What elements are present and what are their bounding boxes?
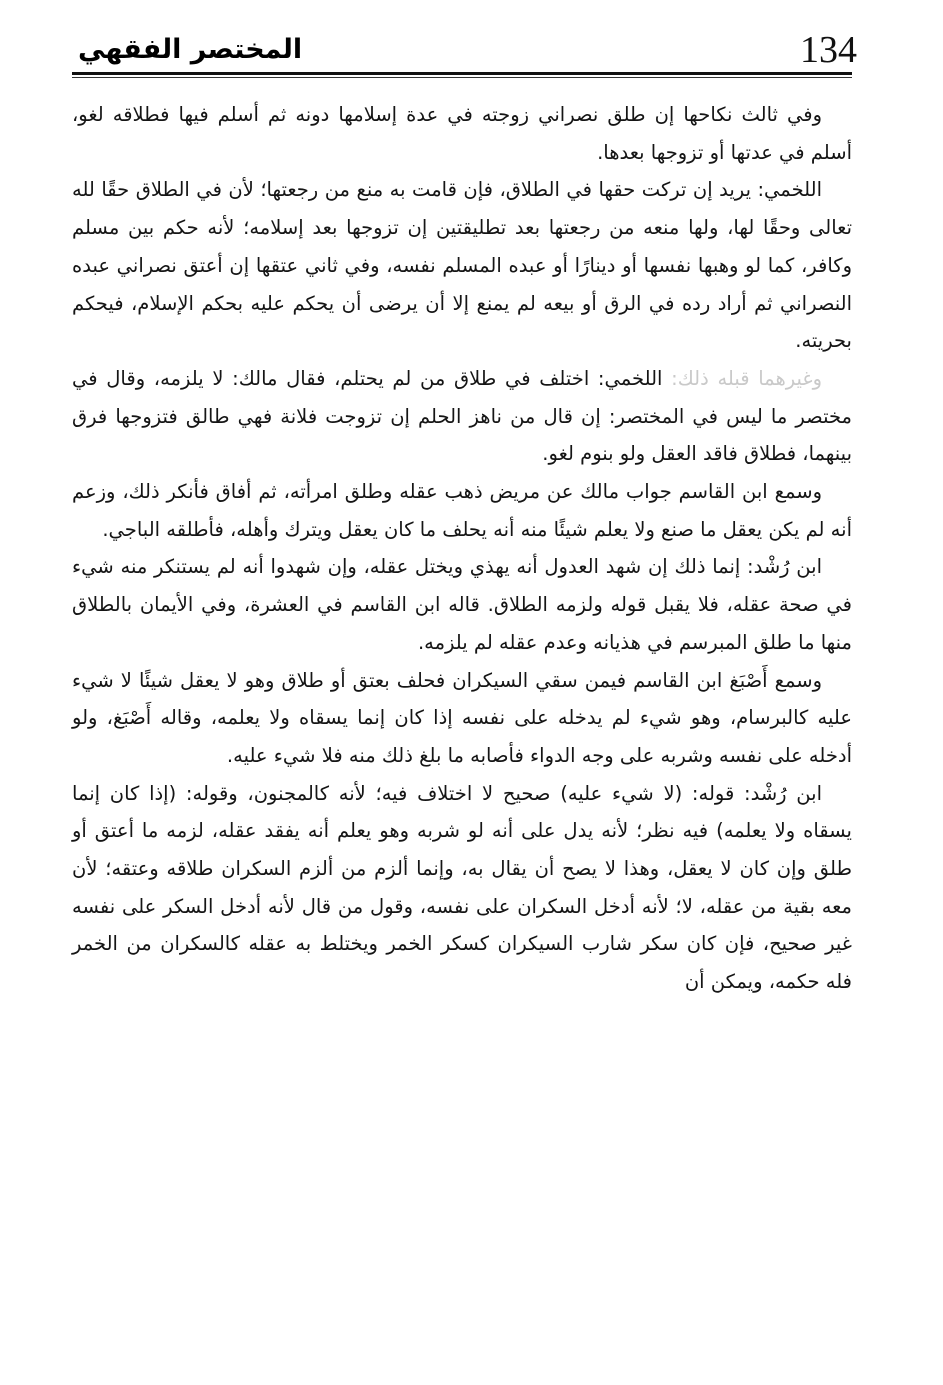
- faded-text: وغيرهما قبله ذلك:: [671, 366, 822, 390]
- paragraph-text: اللخمي: اختلف في طلاق من لم يحتلم، فقال مالك: لا يلزمه، وقال في مختصر ما ليس في المختصر: إن قال من ناهز الحلم إن تزوجت فلانة فهي طالق فتزوجها فرق بينهما، فطلاق فاقد العقل ولو بنوم لغو.: [72, 366, 852, 466]
- paragraph-text: وفي ثالث نكاحها إن طلق نصراني زوجته في عدة إسلامها دونه ثم أسلم فيها فطلاقه لغو، أسلم في عدتها أو تزوجها بعدها.: [72, 103, 852, 164]
- paragraph-text: ابن رُشْد: إنما ذلك إن شهد العدول أنه يهذي ويختل عقله، وإن شهدوا أنه لم يستنكر منه شيء في صحة عقله، فلا يقبل قوله ولزمه الطلاق. قاله ابن القاسم في العشرة، وفي الأيمان بالطلاق منها ما طلق المبرسم في هذيانه وعدم عقله لم يلزمه.: [72, 555, 852, 654]
- page-header: [70, 22, 878, 74]
- paragraph-text: وسمع ابن القاسم جواب مالك عن مريض ذهب عقله وطلق امرأته، ثم أفاق فأنكر ذلك، وزعم أنه لم يكن يعقل ما صنع ولا يعلم شيئًا منه أنه يحلف ما كان يعقل ويترك وأهله، فأطلقه الباجي.: [72, 480, 852, 541]
- paragraph: [72, 662, 852, 775]
- paragraph: [72, 775, 852, 1001]
- paragraph: [72, 548, 852, 661]
- paragraph: [72, 473, 852, 548]
- book-title: المختصر الفقهي: [78, 34, 303, 65]
- page-number: 134: [800, 29, 857, 71]
- paragraph-text: اللخمي: يريد إن تركت حقها في الطلاق، فإن قامت به منع من رجعتها؛ لأن في الطلاق حقًا لله تعالى وحقًا لها، ولها منعه من رجعتها بعد تطليقتين إن تزوجها بعد إسلامه؛ لأنه حكم بين مسلم وكافر، كما لو وهبها نفسها أو دينارًا أو عبده المسلم نفسه، وفي ثاني عتقها إن أعتق نصراني عبده النصراني ثم أراد رده في الرق أو بيعه لم يمنع إلا أن يرضى أن يحكم عليه بحكم الإسلام، فيحكم بحريته.: [72, 178, 852, 353]
- paragraph: [72, 96, 852, 171]
- paragraph-text: وسمع أَصْبَغ ابن القاسم فيمن سقي السيكران فحلف بعتق أو طلاق وهو لا يعقل شيئًا لا شيء عليه كالبرسام، وهو شيء لم يدخله على نفسه إذا كان إنما يسقاه ولا يعلمه، وقاله أَصْبَغ، ولو أدخله على نفسه وشربه على وجه الدواء فأصابه ما بلغ ذلك منه فلا شيء عليه.: [72, 668, 852, 767]
- header-divider: [72, 72, 852, 75]
- paragraph-text: ابن رُشْد: قوله: (لا شيء عليه) صحيح لا اختلاف فيه؛ لأنه كالمجنون، وقوله: (إذا كان إنما يسقاه ولا يعلمه) فيه نظر؛ لأنه يدل على أنه لو شربه وهو يعلم أنه يفقد عقله، لزمه ما أعتق أو طلق وإن كان لا يعقل، وهذا لا يصح أن يقال به، وإنما ألزم من ألزم السكران طلاقه وعتقه؛ لأن معه بقية من عقله، لا؛ لأنه أدخل السكران على نفسه، وقول من قال لأنه أدخل السكر على نفسه غير صحيح، فإن كان سكر شارب السيكران كسكر الخمر ويختلط به عقله كالسكران من الخمر فله حكمه، ويمكن أن: [72, 781, 852, 994]
- header-divider-thin: [72, 77, 852, 78]
- paragraph: [72, 360, 852, 473]
- paragraph: [72, 171, 852, 360]
- main-text: [72, 96, 852, 1001]
